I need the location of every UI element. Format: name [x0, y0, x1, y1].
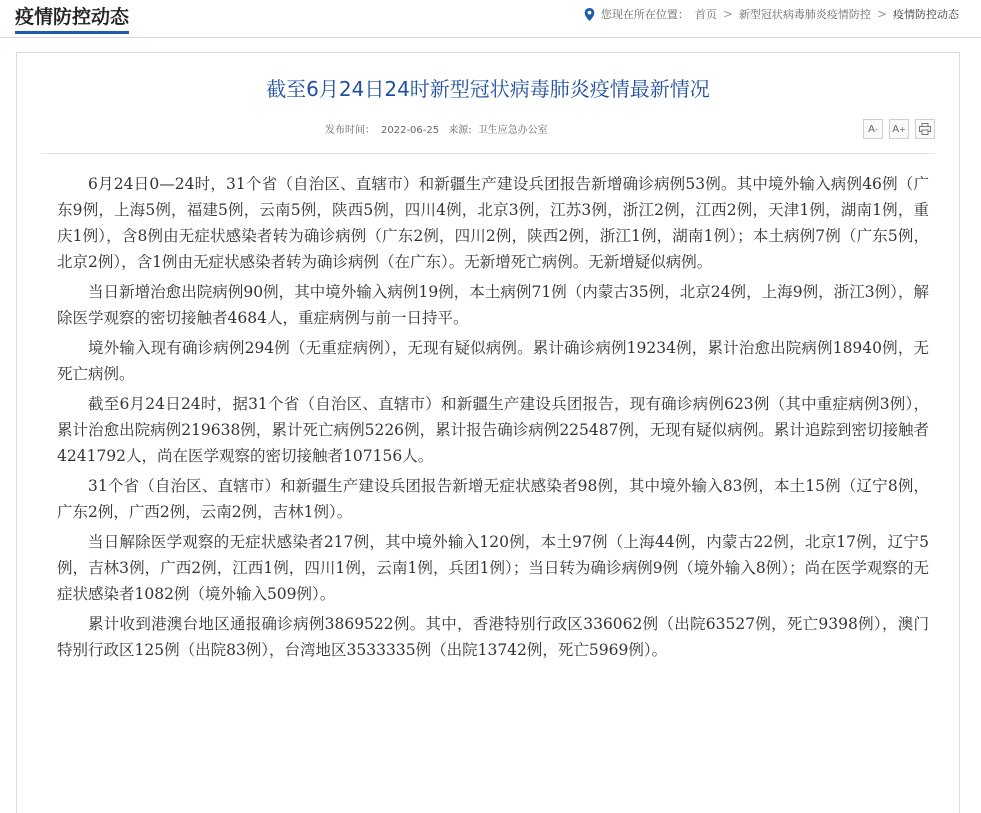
- plus-icon: +: [899, 124, 906, 134]
- breadcrumb-covid-link[interactable]: 新型冠状病毒肺炎疫情防控: [738, 8, 871, 21]
- article-paragraph: 当日解除医学观察的无症状感染者217例，其中境外输入120例，本土97例（上海44例，内蒙古22例，北京17例，辽宁5例，吉林3例，广西2例，江西1例，四川1例，云南1例，兵团1例）；当日转为确诊病例9例（境外输入8例）；尚在医学观察的无症状感染者1082例（境外输入509例）。: [57, 533, 929, 603]
- font-increase-button[interactable]: [889, 119, 909, 139]
- breadcrumb-current-link[interactable]: 疫情防控动态: [893, 8, 959, 21]
- breadcrumb: [584, 6, 959, 22]
- article-paragraph: 当日新增治愈出院病例90例，其中境外输入病例19例，本土病例71例（内蒙古35例，北京24例，上海9例，浙江3例），解除医学观察的密切接触者4684人，重症病例与前一日持平。: [57, 283, 929, 327]
- article-meta: [325, 121, 554, 136]
- publish-label: 发布时间：: [325, 125, 375, 136]
- font-decrease-button[interactable]: [863, 119, 883, 139]
- breadcrumb-separator: >: [876, 7, 887, 21]
- top-header: [0, 0, 981, 44]
- printer-icon: [919, 123, 931, 135]
- source-label: 来源:: [448, 125, 472, 136]
- location-pin-icon: [584, 8, 595, 21]
- breadcrumb-separator: >: [722, 7, 733, 21]
- article-paragraph: 累计收到港澳台地区通报确诊病例3869522例。其中，香港特别行政区336062例（出院63527例，死亡9398例），澳门特别行政区125例（出院83例），台湾地区3533335例（出院13742例，死亡5969例）。: [57, 615, 929, 659]
- article-paragraph: 境外输入现有确诊病例294例（无重症病例），无现有疑似病例。累计确诊病例19234例，累计治愈出院病例18940例，无死亡病例。: [57, 339, 929, 383]
- breadcrumb-location-label: 您现在所在位置：: [600, 8, 689, 21]
- title-divider: [41, 153, 935, 154]
- article-paragraph: 截至6月24日24时，据31个省（自治区、直辖市）和新疆生产建设兵团报告，现有确诊病例623例（其中重症病例3例），累计治愈出院病例219638例，累计死亡病例5226例，累计报告确诊病例225487例，无现有疑似病例。累计追踪到密切接触者4241792人，尚在医学观察的密切接触者107156人。: [57, 395, 929, 465]
- article-body: [57, 171, 929, 667]
- source-value: 卫生应急办公室: [477, 125, 548, 136]
- section-title: 疫情防控动态: [15, 6, 129, 34]
- article-title: 截至6月24日24时新型冠状病毒肺炎疫情最新情况: [266, 77, 710, 101]
- article-panel: [16, 52, 960, 813]
- article-tools: [863, 119, 935, 139]
- font-decrease-label: A: [868, 123, 875, 135]
- print-button[interactable]: [915, 119, 935, 139]
- article-paragraph: 6月24日0—24时，31个省（自治区、直辖市）和新疆生产建设兵团报告新增确诊病例53例。其中境外输入病例46例（广东9例，上海5例，福建5例，云南5例，陕西5例，四川4例，北京3例，江苏3例，浙江2例，江西2例，天津1例，湖南1例，重庆1例），含8例由无症状感染者转为确诊病例（广东2例，四川2例，陕西2例，浙江1例，湖南1例）；本土病例7例（广东5例，北京2例），含1例由无症状感染者转为确诊病例（在广东）。无新增死亡病例。无新增疑似病例。: [57, 175, 929, 271]
- publish-date: 2022-06-25: [381, 125, 440, 136]
- header-divider: [0, 37, 981, 38]
- article-paragraph: 31个省（自治区、直辖市）和新疆生产建设兵团报告新增无症状感染者98例，其中境外输入83例，本土15例（辽宁8例，广东2例，广西2例，云南2例，吉林1例）。: [57, 477, 929, 521]
- font-increase-label: A: [892, 123, 900, 135]
- breadcrumb-home-link[interactable]: 首页: [694, 8, 717, 21]
- minus-icon: -: [874, 124, 878, 134]
